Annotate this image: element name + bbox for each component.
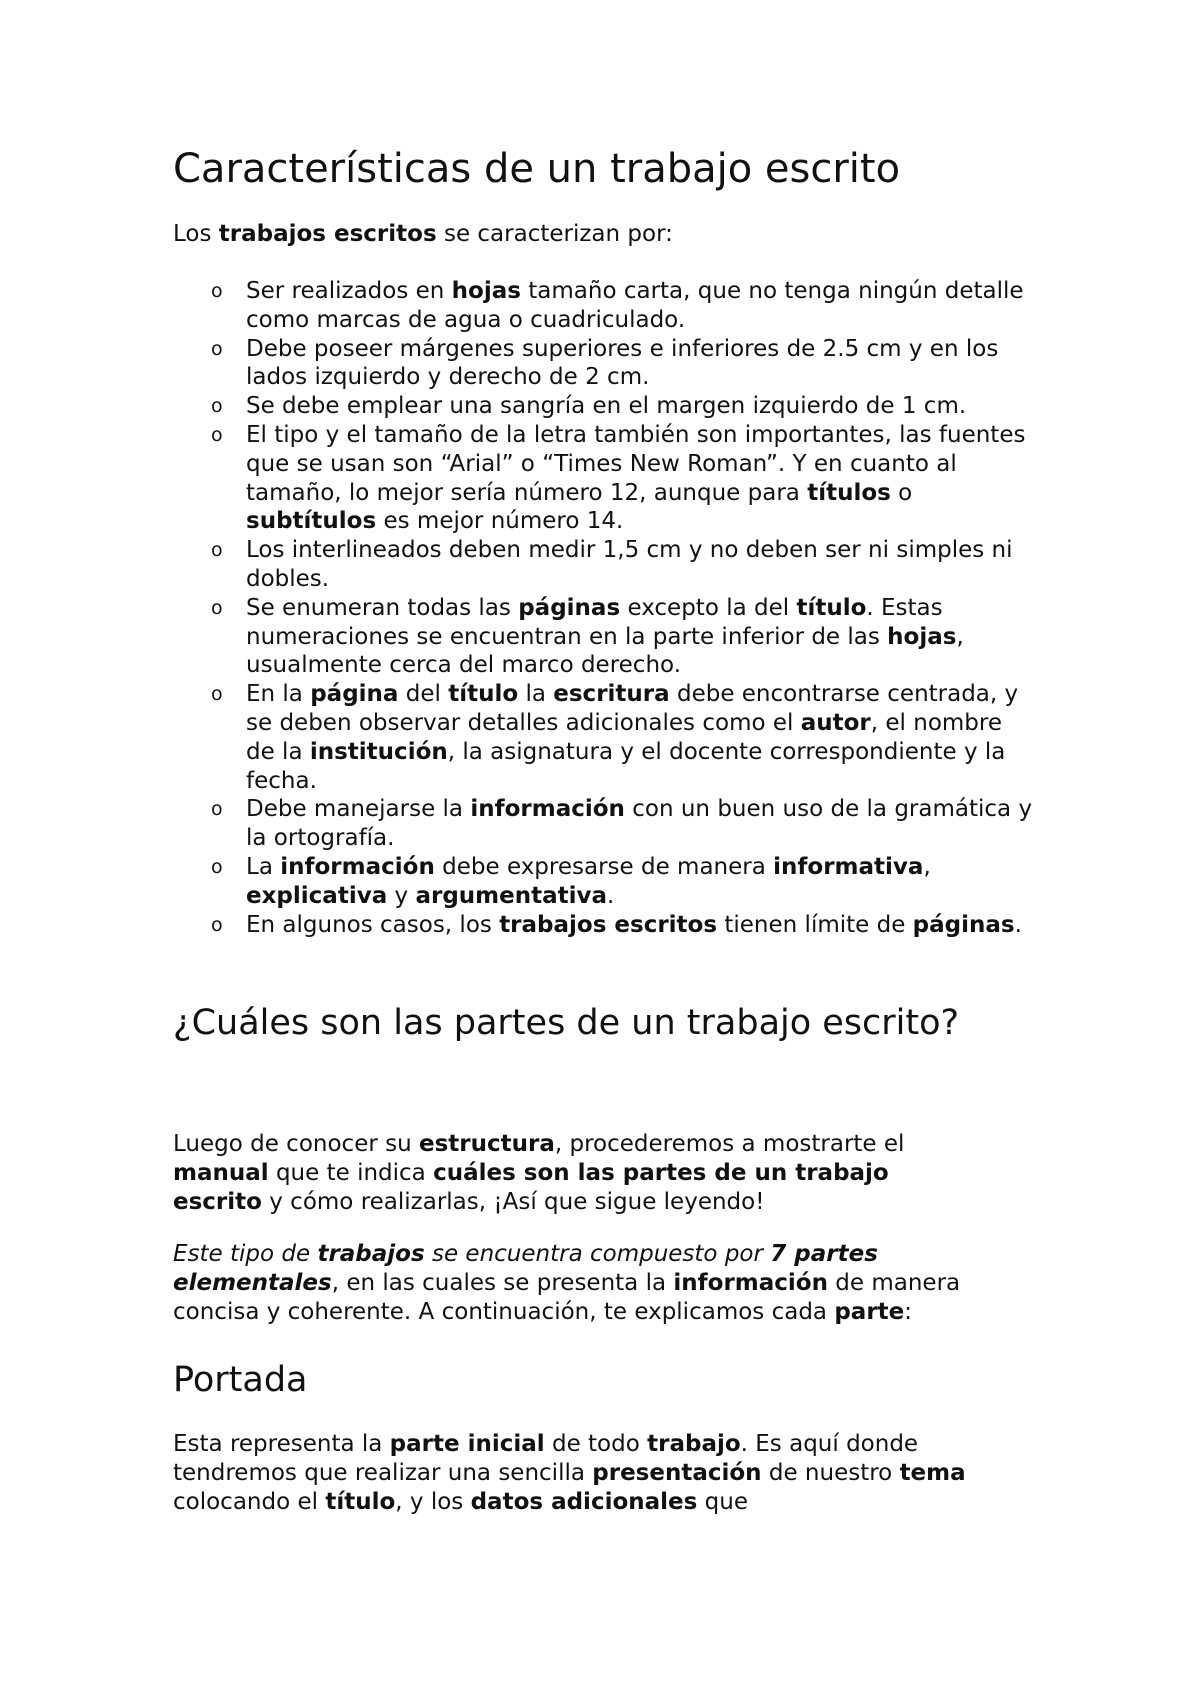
bold-text: informativa [773,853,924,880]
bullet-circle-icon: o [211,280,223,302]
text-run: , procederemos a mostrarte el [554,1131,905,1157]
text-run: . [607,882,615,909]
bold-text: subtítulos [246,508,377,535]
text-run: . Es aquí donde tendremos que realizar una sencilla [173,1431,919,1486]
text-run: con un buen uso de la gramática y la ortografía. [246,796,1033,852]
text-run: : [904,1299,913,1325]
section-title-portada: Portada [173,1360,308,1400]
bullet-circle-icon: o [211,683,223,706]
bold-text: trabajos [317,1241,425,1267]
text-run: del [398,681,449,708]
intro-paragraph [173,220,673,249]
bold-text: información [280,853,435,880]
bullet-circle-icon: o [211,337,223,360]
italic-text: se encuentra compuesto por [424,1241,771,1267]
text-run: , [923,853,931,880]
bold-text: información [673,1270,828,1296]
portada-paragraph [173,1430,1033,1517]
text-run: debe encontrarse centrada, y se deben observar detalles adicionales como el [246,681,1019,736]
bold-text: título [796,594,867,621]
bold-text: títulos [807,479,891,506]
text-run: Debe manejarse la [246,796,471,823]
text-run: excepto la del [620,594,797,621]
bold-text: páginas [518,594,621,621]
bold-text: tema [899,1460,966,1486]
list-item [173,392,1033,421]
text-run: , usualmente cerca del marco derecho. [246,623,964,679]
section-title-partes: ¿Cuáles son las partes de un trabajo escrito? [173,1003,960,1043]
bold-text: página [310,681,399,708]
bullet-circle-icon: o [211,423,223,446]
text-run: debe expresarse de manera [434,853,774,880]
bullet-circle-icon: o [211,798,223,821]
text-run: La [246,853,281,880]
list-item [173,680,1033,795]
bullet-circle-icon: o [211,913,223,936]
bold-text: estructura [418,1131,555,1157]
text-run: es mejor número 14. [376,508,624,535]
text-run: de nuestro [761,1460,900,1486]
text-run: y [387,882,416,909]
text-run: Ser realizados en [246,278,452,304]
text-run: de manera concisa y coherente. A continuación, te explicamos cada [173,1270,961,1325]
text-run: y cómo realizarlas, ¡Así que sigue leyendo! [261,1189,765,1215]
list-item [173,911,1033,940]
bold-text: escritura [553,681,670,708]
bold-text: datos adicionales [470,1489,698,1515]
italic-text: Este tipo de [173,1241,318,1267]
text-run: , y los [395,1489,471,1515]
text-run: tamaño carta, que no tenga ningún detalle como marcas de agua o cuadriculado. [246,278,1024,333]
text-run: , en las cuales se presenta la [331,1270,674,1296]
bullet-circle-icon: o [211,596,223,619]
bold-text: presentación [592,1460,762,1486]
text-run: Esta representa la [173,1431,390,1457]
list-item [173,853,1033,911]
bold-text: trabajo [647,1431,741,1457]
characteristics-list [173,277,1033,939]
text-run: Los interlineados deben medir 1,5 cm y no deben ser ni simples ni dobles. [246,537,1013,592]
text-run: Luego de conocer su [173,1131,419,1157]
list-item [173,335,1033,393]
text-run: Debe poseer márgenes superiores e inferiores de 2.5 cm y en los lados izquierdo y derecho de 2 cm. [246,335,999,391]
bold-text: trabajos escritos [218,221,437,247]
text-run: colocando el [173,1489,326,1515]
list-item [173,594,1033,680]
text-run: que [697,1489,748,1515]
bold-text: parte [834,1299,905,1325]
list-item [173,795,1033,853]
text-run: se caracterizan por: [436,221,673,247]
bold-text: hojas [451,278,521,304]
section-title-caracteristicas: Características de un trabajo escrito [173,146,901,192]
bullet-circle-icon: o [211,395,223,418]
bold-text: trabajos escritos [499,911,718,938]
bold-text: cuáles son las partes de un trabajo escrito [173,1160,889,1215]
text-run: Los [173,221,219,247]
bold-text: parte inicial [389,1431,545,1457]
text-run: El tipo y el tamaño de la letra también son importantes, las fuentes que se usan son “Arial” o “Times New Roman”. Y en cuanto al tamaño, lo mejor sería número 12, aunque para [246,421,1026,506]
text-run: . [1014,911,1022,938]
bold-text: institución [309,738,448,765]
text-run: Se enumeran todas las [246,594,519,621]
bold-text: información [470,796,625,823]
text-run: o [890,479,913,506]
text-run: , el nombre de la [246,709,1002,765]
list-item [173,421,1033,536]
bold-text: título [448,681,519,708]
bold-text: título [325,1489,396,1515]
bullet-circle-icon: o [211,855,223,878]
text-run: tienen límite de [717,911,913,938]
bold-text: manual [173,1160,269,1186]
partes-paragraph-1 [173,1130,933,1217]
text-run: que te indica [268,1160,434,1186]
bold-text: 7 partes elementales [173,1241,878,1296]
bold-text: autor [800,709,871,736]
text-run: la [518,681,554,708]
bold-text: hojas [887,623,957,650]
text-run: Se debe emplear una sangría en el margen izquierdo de 1 cm. [246,393,967,420]
text-run: En algunos casos, los [246,911,500,938]
bold-text: páginas [912,911,1015,938]
partes-paragraph-2 [173,1240,1033,1327]
text-run: . Estas numeraciones se encuentran en la parte inferior de las [246,594,943,650]
text-run: de todo [544,1431,648,1457]
text-run: En la [246,681,311,708]
list-item [173,536,1033,594]
list-item [173,277,1033,335]
bold-text: explicativa [246,882,388,909]
bold-text: argumentativa [415,882,607,909]
bullet-circle-icon: o [211,539,223,562]
text-run: , la asignatura y el docente correspondiente y la fecha. [246,738,1006,794]
